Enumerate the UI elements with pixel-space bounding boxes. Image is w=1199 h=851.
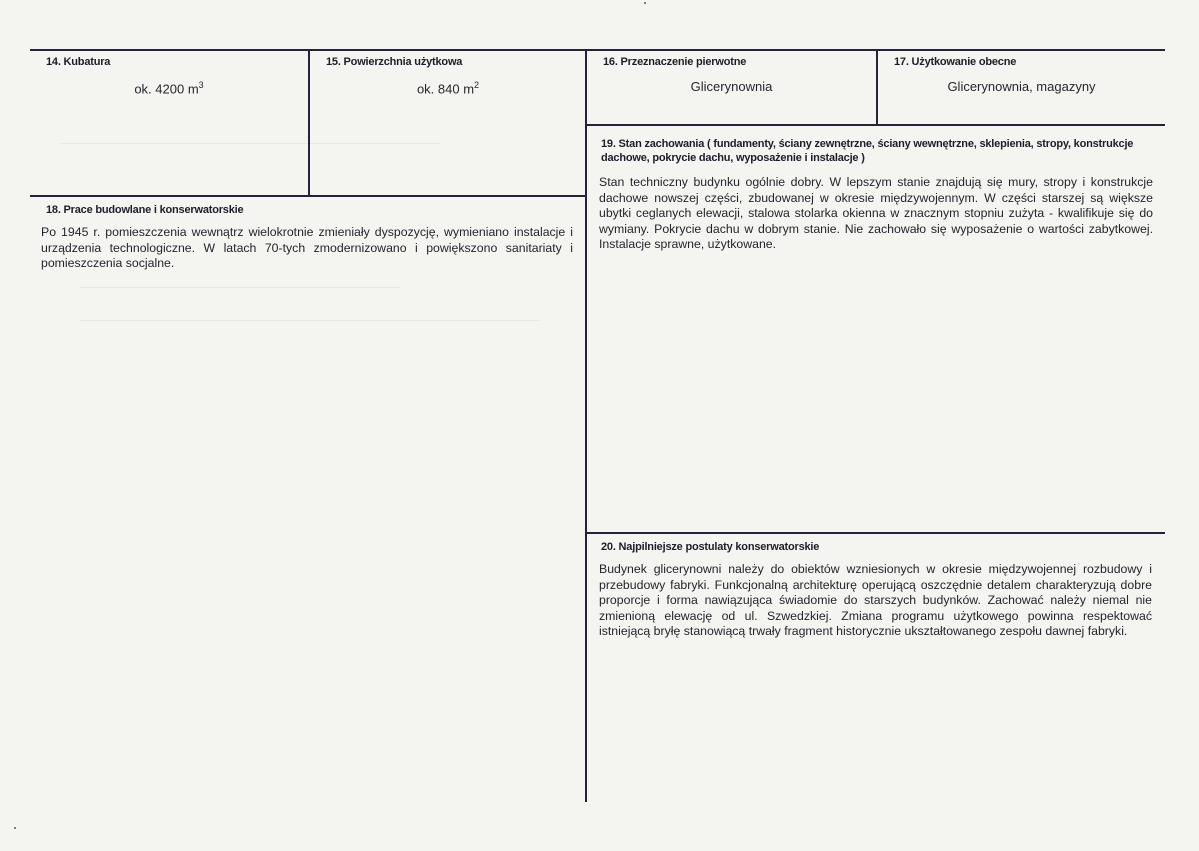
divider-row-14-18 xyxy=(30,195,586,197)
scan-speck xyxy=(14,827,16,829)
scan-speck xyxy=(644,2,646,4)
field-17-label: 17. Użytkowanie obecne xyxy=(894,56,1017,68)
divider-row-16-19 xyxy=(586,124,1165,126)
field-14-value: ok. 4200 $m^3$ xyxy=(134,80,204,97)
bleed-through-line xyxy=(80,287,400,288)
field-20-label: 20. Najpilniejsze postulaty konserwatorskie xyxy=(601,541,820,553)
bleed-through-line xyxy=(80,320,540,321)
field-18-text: Po 1945 r. pomieszczenia wewnątrz wielokrotnie zmieniały dyspozycję, wymieniano instalacje i urządzenia technologiczne. W latach 70-tych zmodernizowano i powiększono sanitariaty i pomieszczenia socjalne. xyxy=(41,225,573,270)
field-17-value: Glicerynownia, magazyny xyxy=(947,79,1096,94)
top-border xyxy=(30,49,1165,51)
field-15-value: ok. 840 $m^2$ xyxy=(416,80,480,97)
center-divider xyxy=(585,50,587,802)
field-19-text: Stan techniczny budynku ogólnie dobry. W lepszym stanie znajdują się mury, stropy i konstrukcje dachowe nowszej części, zbudowanej w okresie międzywojennym. W części starszej są większe ubytki ceglanych elewacji, stalowa stolarka okienna w znacznym stopniu zużyta - kwalifikuje się do wymiany. Pokrycie dachu w dobrym stanie. Nie zachowało się wyposażenie o wartości zabytkowej. Instalacje sprawne, użytkowane. xyxy=(599,175,1153,251)
field-20-text: Budynek glicerynowni należy do obiektów wzniesionych w okresie międzywojennej rozbudowy i przebudowy fabryki. Funkcjonalną architekturę operującą oszczędnie detalem charakteryzują dobre proporcje i forma nawiązująca świadomie do starszych budynków. Zachować należy niemal nie zmienioną elewację od ul. Szwedzkiej. Zmiana programu użytkowego powinna respektować istniejącą bryłę stanowiącą trwały fragment historycznie ukształtowanego zespołu dawnej fabryki. xyxy=(599,562,1152,638)
field-16-value: Glicerynownia xyxy=(690,79,773,94)
bleed-through-line xyxy=(60,143,440,144)
divider-row-19-20 xyxy=(586,532,1165,534)
field-16-label: 16. Przeznaczenie pierwotne xyxy=(603,56,747,68)
field-19-label: 19. Stan zachowania ( fundamenty, ściany zewnętrzne, ściany wewnętrzne, sklepienia, stropy, konstrukcje dachowe, pokrycie dachu, wyposażenie i instalacje ) xyxy=(601,138,1134,164)
divider-14-15 xyxy=(308,50,310,196)
field-15-label: 15. Powierzchnia użytkowa xyxy=(326,56,463,68)
field-14-label: 14. Kubatura xyxy=(46,56,111,68)
field-18-label: 18. Prace budowlane i konserwatorskie xyxy=(46,204,244,216)
